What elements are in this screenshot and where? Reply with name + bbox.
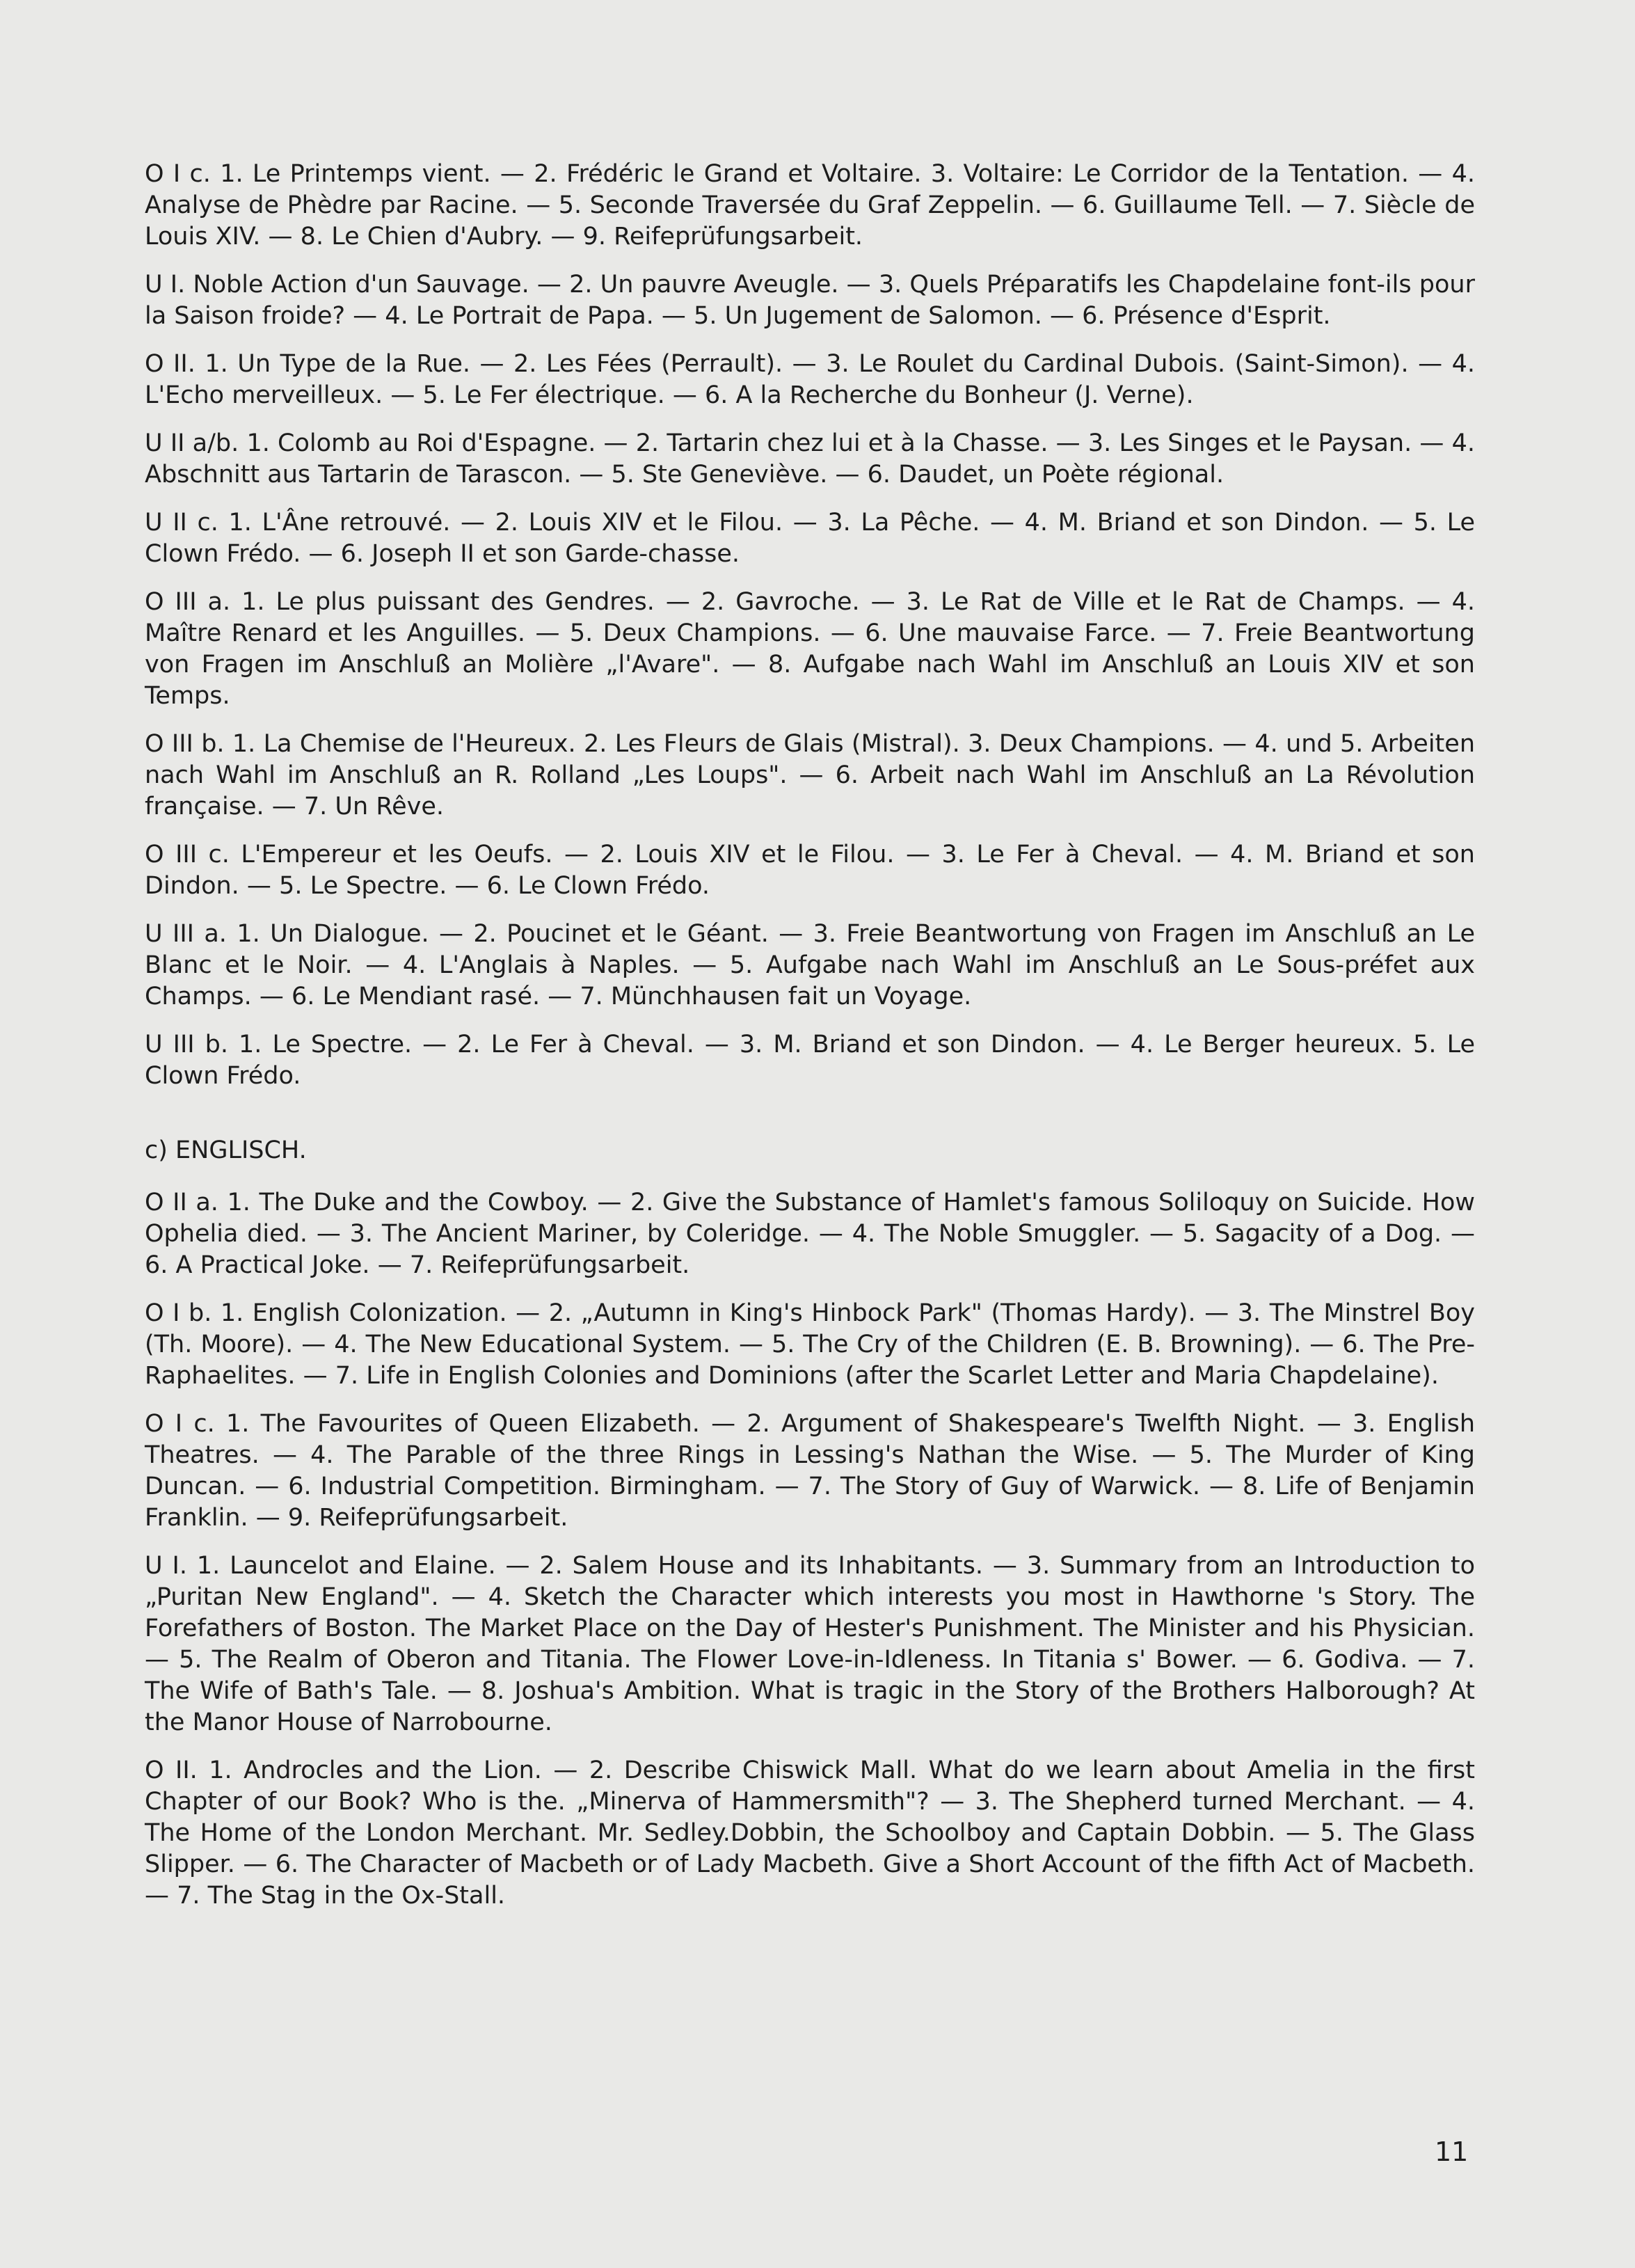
french-section xyxy=(145,159,1475,1092)
french-para-u-iii-b: U III b. 1. Le Spectre. — 2. Le Fer à Cheval. — 3. M. Briand et son Dindon. — 4. Le Berger heureux. 5. Le Clown Frédo. xyxy=(145,1031,1475,1090)
french-para-u-i: U I. Noble Action d'un Sauvage. — 2. Un pauvre Aveugle. — 3. Quels Préparatifs les Chapdelaine font-ils pour la Saison froide? — 4. Le Portrait de Papa. — 5. Un Jugement de Salomon. — 6. Présence d'Esprit. xyxy=(145,271,1475,330)
page-number: 11 xyxy=(1435,2136,1469,2167)
english-para-u-i: U I. 1. Launcelot and Elaine. — 2. Salem House and its Inhabitants. — 3. Summary from an Introduction to „Puritan New England". — 4. Sketch the Character which interests you most in Hawthorne 's Story. The Forefathers of Boston. The Market Place on the Day of Hester's Punishment. The Minister and his Physician. — 5. The Realm of Oberon and Titania. The Flower Love-in-Idleness. In Titania s' Bower. — 6. Godiva. — 7. The Wife of Bath's Tale. — 8. Joshua's Ambition. What is tragic in the Story of the Brothers Halborough? At the Manor House of Narrobourne. xyxy=(145,1552,1475,1736)
section-heading-englisch: c) ENGLISCH. xyxy=(145,1136,307,1164)
french-para-o-iii-c: O III c. L'Empereur et les Oeufs. — 2. Louis XIV et le Filou. — 3. Le Fer à Cheval. — 4. M. Briand et son Dindon. — 5. Le Spectre. — 6. Le Clown Frédo. xyxy=(145,841,1475,900)
english-para-o-ii-a: O II a. 1. The Duke and the Cowboy. — 2. Give the Substance of Hamlet's famous Soliloquy on Suicide. How Ophelia died. — 3. The Ancient Mariner, by Coleridge. — 4. The Noble Smuggler. — 5. Sagacity of a Dog. — 6. A Practical Joke. — 7. Reifeprüfungsarbeit. xyxy=(145,1189,1475,1279)
french-para-u-iii-a: U III a. 1. Un Dialogue. — 2. Poucinet et le Géant. — 3. Freie Beantwortung von Fragen im Anschluß an Le Blanc et le Noir. — 4. L'Anglais à Naples. — 5. Aufgabe nach Wahl im Anschluß an Le Sous-préfet aux Champs. — 6. Le Mendiant rasé. — 7. Münchhausen fait un Voyage. xyxy=(145,920,1475,1010)
french-para-o-iii-a: O III a. 1. Le plus puissant des Gendres. — 2. Gavroche. — 3. Le Rat de Ville et le Rat de Champs. — 4. Maître Renard et les Anguilles. — 5. Deux Champions. — 6. Une mauvaise Farce. — 7. Freie Beantwortung von Fragen im Anschluß an Molière „l'Avare". — 8. Aufgabe nach Wahl im Anschluß an Louis XIV et son Temps. xyxy=(145,588,1475,710)
french-para-o-iii-b: O III b. 1. La Chemise de l'Heureux. 2. Les Fleurs de Glais (Mistral). 3. Deux Champions. — 4. und 5. Arbeiten nach Wahl im Anschluß an R. Rolland „Les Loups". — 6. Arbeit nach Wahl im Anschluß an La Révolution française. — 7. Un Rêve. xyxy=(145,730,1475,820)
page-content xyxy=(145,159,1475,1928)
english-para-o-i-c: O I c. 1. The Favourites of Queen Elizabeth. — 2. Argument of Shakespeare's Twelfth Night. — 3. English Theatres. — 4. The Parable of the three Rings in Lessing's Nathan the Wise. — 5. The Murder of King Duncan. — 6. Industrial Competition. Birmingham. — 7. The Story of Guy of Warwick. — 8. Life of Benjamin Franklin. — 9. Reifeprüfungsarbeit. xyxy=(145,1410,1475,1532)
french-para-o-ii: O II. 1. Un Type de la Rue. — 2. Les Fées (Perrault). — 3. Le Roulet du Cardinal Dubois. (Saint-Simon). — 4. L'Echo merveilleux. — 5. Le Fer électrique. — 6. A la Recherche du Bonheur (J. Verne). xyxy=(145,350,1475,409)
french-para-u-ii-c: U II c. 1. L'Âne retrouvé. — 2. Louis XIV et le Filou. — 3. La Pêche. — 4. M. Briand et son Dindon. — 5. Le Clown Frédo. — 6. Joseph II et son Garde-chasse. xyxy=(145,509,1475,568)
english-para-o-ii: O II. 1. Androcles and the Lion. — 2. Describe Chiswick Mall. What do we learn about Amelia in the first Chapter of our Book? Who is the. „Minerva of Hammersmith"? — 3. The Shepherd turned Merchant. — 4. The Home of the London Merchant. Mr. Sedley.Dobbin, the Schoolboy and Captain Dobbin. — 5. The Glass Slipper. — 6. The Character of Macbeth or of Lady Macbeth. Give a Short Account of the fifth Act of Macbeth. — 7. The Stag in the Ox-Stall. xyxy=(145,1756,1475,1910)
english-section xyxy=(145,1187,1475,1912)
french-para-u-ii-ab: U II a/b. 1. Colomb au Roi d'Espagne. — 2. Tartarin chez lui et à la Chasse. — 3. Les Singes et le Paysan. — 4. Abschnitt aus Tartarin de Tarascon. — 5. Ste Geneviève. — 6. Daudet, un Poète régional. xyxy=(145,429,1475,489)
english-para-o-i-b: O I b. 1. English Colonization. — 2. „Autumn in King's Hinbock Park" (Thomas Hardy). — 3. The Minstrel Boy (Th. Moore). — 4. The New Educational System. — 5. The Cry of the Children (E. B. Browning). — 6. The Pre-Raphaelites. — 7. Life in English Colonies and Dominions (after the Scarlet Letter and Maria Chapdelaine). xyxy=(145,1299,1475,1390)
french-para-o-i-c: O I c. 1. Le Printemps vient. — 2. Frédéric le Grand et Voltaire. 3. Voltaire: Le Corridor de la Tentation. — 4. Analyse de Phèdre par Racine. — 5. Seconde Traversée du Graf Zeppelin. — 6. Guillaume Tell. — 7. Siècle de Louis XIV. — 8. Le Chien d'Aubry. — 9. Reifeprüfungsarbeit. xyxy=(145,160,1475,251)
